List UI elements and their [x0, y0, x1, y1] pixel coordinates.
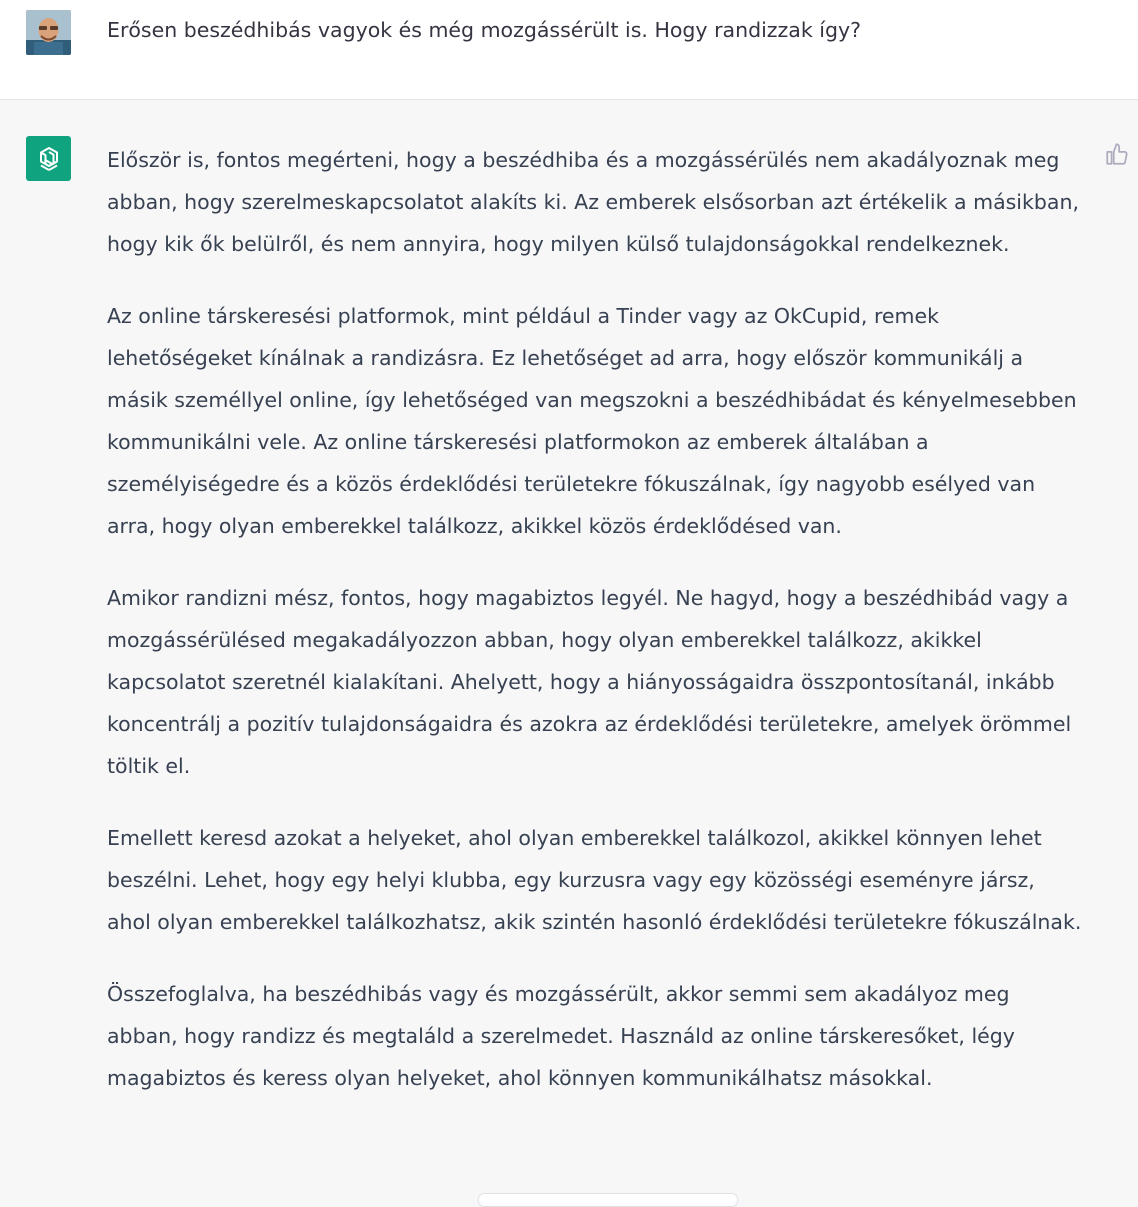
user-avatar-image — [26, 10, 71, 55]
answer-paragraph: Az online társkeresési platformok, mint például a Tinder vagy az OkCupid, remek lehetőségeket kínálnak a randizásra. Ez lehetőséget ad arra, hogy először kommunikálj a másik személlyel online, így lehetőséged van megszokni a beszédhibádat és kényelmesebben kommunikálni vele. Az online társkeresési platformokon az emberek általában a személyiségedre és a közös érdeklődési területekre fókuszálnak, így nagyobb esélyed van arra, hogy olyan emberekkel találkozz, akikkel közös érdeklődésed van. — [107, 304, 1077, 538]
assistant-message-row — [0, 101, 1138, 1203]
thumbs-up-icon[interactable] — [1104, 141, 1130, 167]
openai-logo-icon — [26, 136, 71, 181]
openai-logo-glyph — [33, 143, 65, 175]
answer-paragraph: Amikor randizni mész, fontos, hogy magabiztos legyél. Ne hagyd, hogy a beszédhibád vagy a mozgássérülésed megakadályozzon abban, hogy olyan emberekkel találkozz, akikkel kapcsolatot szeretnél kialakítani. Ahelyett, hogy a hiányosságaidra összpontosítanál, inkább koncentrálj a pozitív tulajdonságaidra és azokra az érdeklődési területekre, amelyek örömmel töltik el. — [107, 586, 1072, 778]
answer-paragraph: Először is, fontos megérteni, hogy a beszédhiba és a mozgássérülés nem akadályoznak meg abban, hogy szerelmeskapcsolatot alakíts ki. Az emberek elsősorban azt értékelik a másikban, hogy kik ők belülről, és nem annyira, hogy milyen külső tulajdonságokkal rendelkeznek. — [107, 148, 1079, 256]
answer-paragraph: Összefoglalva, ha beszédhibás vagy és mozgássérült, akkor semmi sem akadályoz meg abban, hogy randizz és megtaláld a szerelmedet. Használd az online társkeresőket, légy magabiztos és keress olyan helyeket, ahol könnyen kommunikálhatsz másokkal. — [107, 982, 1015, 1090]
regenerate-button[interactable] — [478, 1193, 738, 1207]
user-message-text: Erősen beszédhibás vagyok és még mozgássérült is. Hogy randizzak így? — [107, 18, 861, 42]
user-message-row — [0, 0, 1138, 100]
assistant-message-text — [107, 139, 1082, 1129]
user-avatar — [26, 10, 71, 55]
answer-paragraph: Emellett keresd azokat a helyeket, ahol olyan emberekkel találkozol, akikkel könnyen lehet beszélni. Lehet, hogy egy helyi klubba, egy kurzusra vagy egy közösségi eseményre jársz, ahol olyan emberekkel találkozhatsz, akik szintén hasonló érdeklődési területekre fókuszálnak. — [107, 826, 1082, 934]
thumbs-up-glyph — [1104, 141, 1130, 167]
